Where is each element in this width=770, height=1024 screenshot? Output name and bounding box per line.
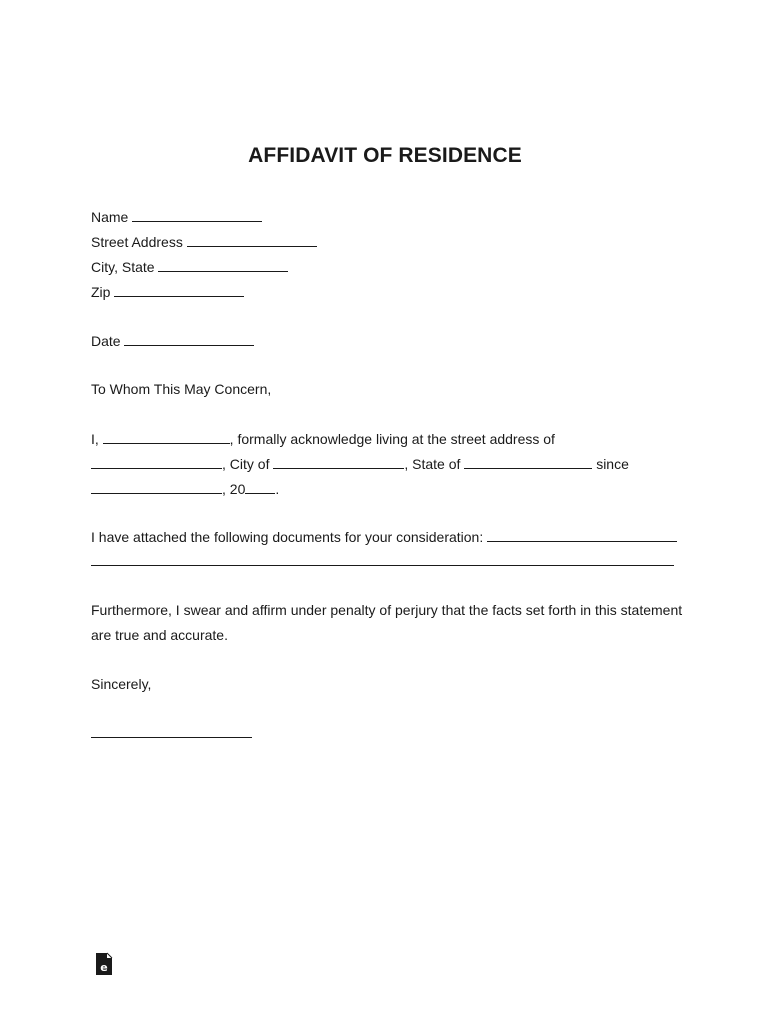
- closing-text: Sincerely,: [91, 676, 152, 692]
- affiant-name-blank[interactable]: [103, 429, 230, 444]
- statement-end-period: .: [275, 481, 280, 497]
- date-blank[interactable]: [124, 331, 254, 346]
- statement-since-text: since: [596, 456, 629, 472]
- name-field-row: [91, 207, 262, 226]
- statement-city-text: , City of: [222, 456, 270, 472]
- street-address-statement-blank[interactable]: [91, 454, 222, 469]
- documents-line: [91, 527, 677, 546]
- statement-i-prefix: I,: [91, 431, 99, 447]
- statement-year-text: , 20: [222, 481, 246, 497]
- zip-field-row: [91, 282, 244, 301]
- name-label: Name: [91, 209, 129, 225]
- city-state-field-row: [91, 257, 288, 276]
- documents-continuation-blank[interactable]: [91, 565, 674, 566]
- statement-line-1: [91, 429, 555, 448]
- zip-blank[interactable]: [114, 282, 244, 297]
- since-date-blank[interactable]: [91, 479, 222, 494]
- salutation: To Whom This May Concern,: [91, 381, 272, 397]
- city-blank[interactable]: [273, 454, 404, 469]
- date-label: Date: [91, 333, 121, 349]
- svg-text:e: e: [100, 961, 108, 974]
- statement-state-text: , State of: [404, 456, 461, 472]
- street-address-blank[interactable]: [187, 232, 317, 247]
- date-field-row: [91, 331, 254, 350]
- documents-blank[interactable]: [487, 527, 677, 542]
- city-state-label: City, State: [91, 259, 155, 275]
- street-address-label: Street Address: [91, 234, 183, 250]
- statement-ack-text: , formally acknowledge living at the street address of: [229, 431, 555, 447]
- state-blank[interactable]: [464, 454, 592, 469]
- name-blank[interactable]: [132, 207, 262, 222]
- signature-line[interactable]: [91, 737, 252, 738]
- year-blank[interactable]: [245, 479, 275, 494]
- statement-line-2: [91, 454, 629, 473]
- city-state-blank[interactable]: [158, 257, 288, 272]
- street-address-field-row: [91, 232, 317, 251]
- document-title: AFFIDAVIT OF RESIDENCE: [248, 144, 522, 167]
- statement-line-3: [91, 479, 279, 498]
- eforms-logo-icon: [95, 952, 113, 976]
- documents-text: I have attached the following documents for your consideration:: [91, 529, 484, 545]
- zip-label: Zip: [91, 284, 111, 300]
- affirmation-line-1: Furthermore, I swear and affirm under penalty of perjury that the facts set forth in this statement: [91, 602, 683, 618]
- affirmation-line-2: are true and accurate.: [91, 627, 228, 643]
